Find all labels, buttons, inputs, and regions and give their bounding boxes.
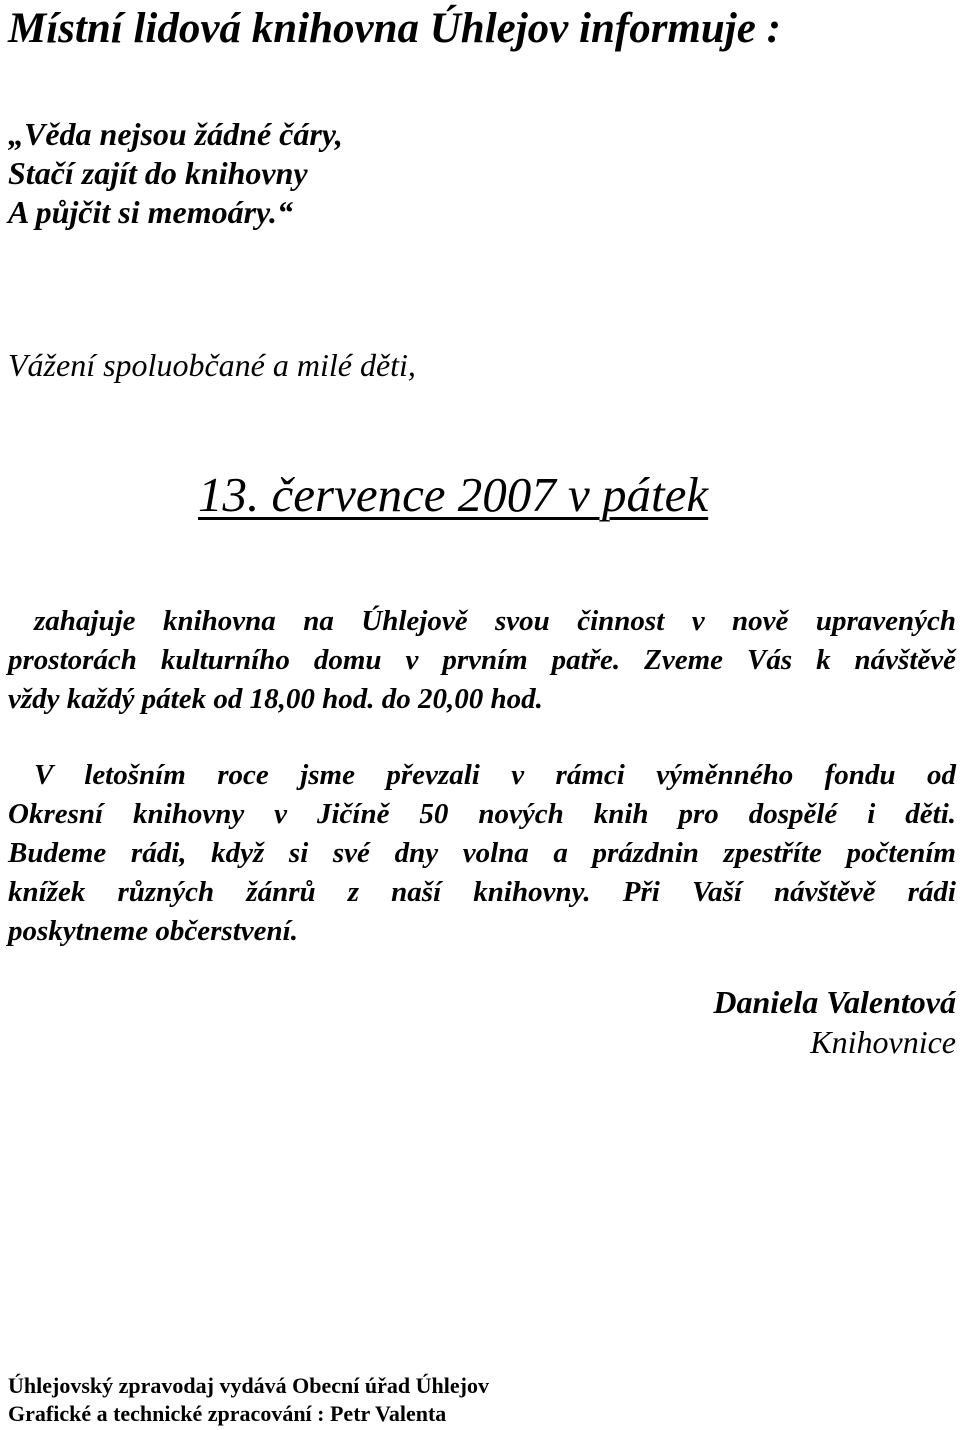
paragraph-line: poskytneme občerstvení. <box>8 915 298 947</box>
signature-role: Knihovnice <box>810 1024 956 1060</box>
greeting: Vážení spoluobčané a milé děti, <box>8 347 416 383</box>
page-title: Místní lidová knihovna Úhlejov informuje : <box>8 5 781 52</box>
footer-publisher: Úhlejovský zpravodaj vydává Obecní úřad Úhlejov <box>8 1373 489 1398</box>
paragraph-books <box>8 756 956 951</box>
paragraph-line: prostorách kulturního domu v prvním patře. Zveme Vás k návštěvě <box>8 644 956 676</box>
paragraph-opening <box>8 602 956 719</box>
paragraph-line: Budeme rádi, když si své dny volna a prázdnin zpestříte počtením <box>8 837 956 869</box>
signature-name: Daniela Valentová <box>713 984 956 1020</box>
paragraph-line: V letošním roce jsme převzali v rámci výměnného fondu od <box>34 759 956 791</box>
paragraph-line: vždy každý pátek od 18,00 hod. do 20,00 hod. <box>8 683 543 715</box>
paragraph-line: knížek různých žánrů z naší knihovny. Při Vaší návštěvě rádi <box>8 876 956 908</box>
paragraph-line: zahajuje knihovna na Úhlejově svou činnost v nově upravených <box>34 605 956 637</box>
poem-line-1: „Věda nejsou žádné čáry, <box>8 116 343 152</box>
footer-credits: Grafické a technické zpracování : Petr Valenta <box>8 1401 447 1426</box>
date-heading: 13. července 2007 v pátek <box>198 467 709 522</box>
poem-line-2: Stačí zajít do knihovny <box>8 155 308 191</box>
poem-line-3: A půjčit si memoáry.“ <box>8 194 294 230</box>
paragraph-line: Okresní knihovny v Jičíně 50 nových knih pro dospělé i děti. <box>8 798 956 830</box>
